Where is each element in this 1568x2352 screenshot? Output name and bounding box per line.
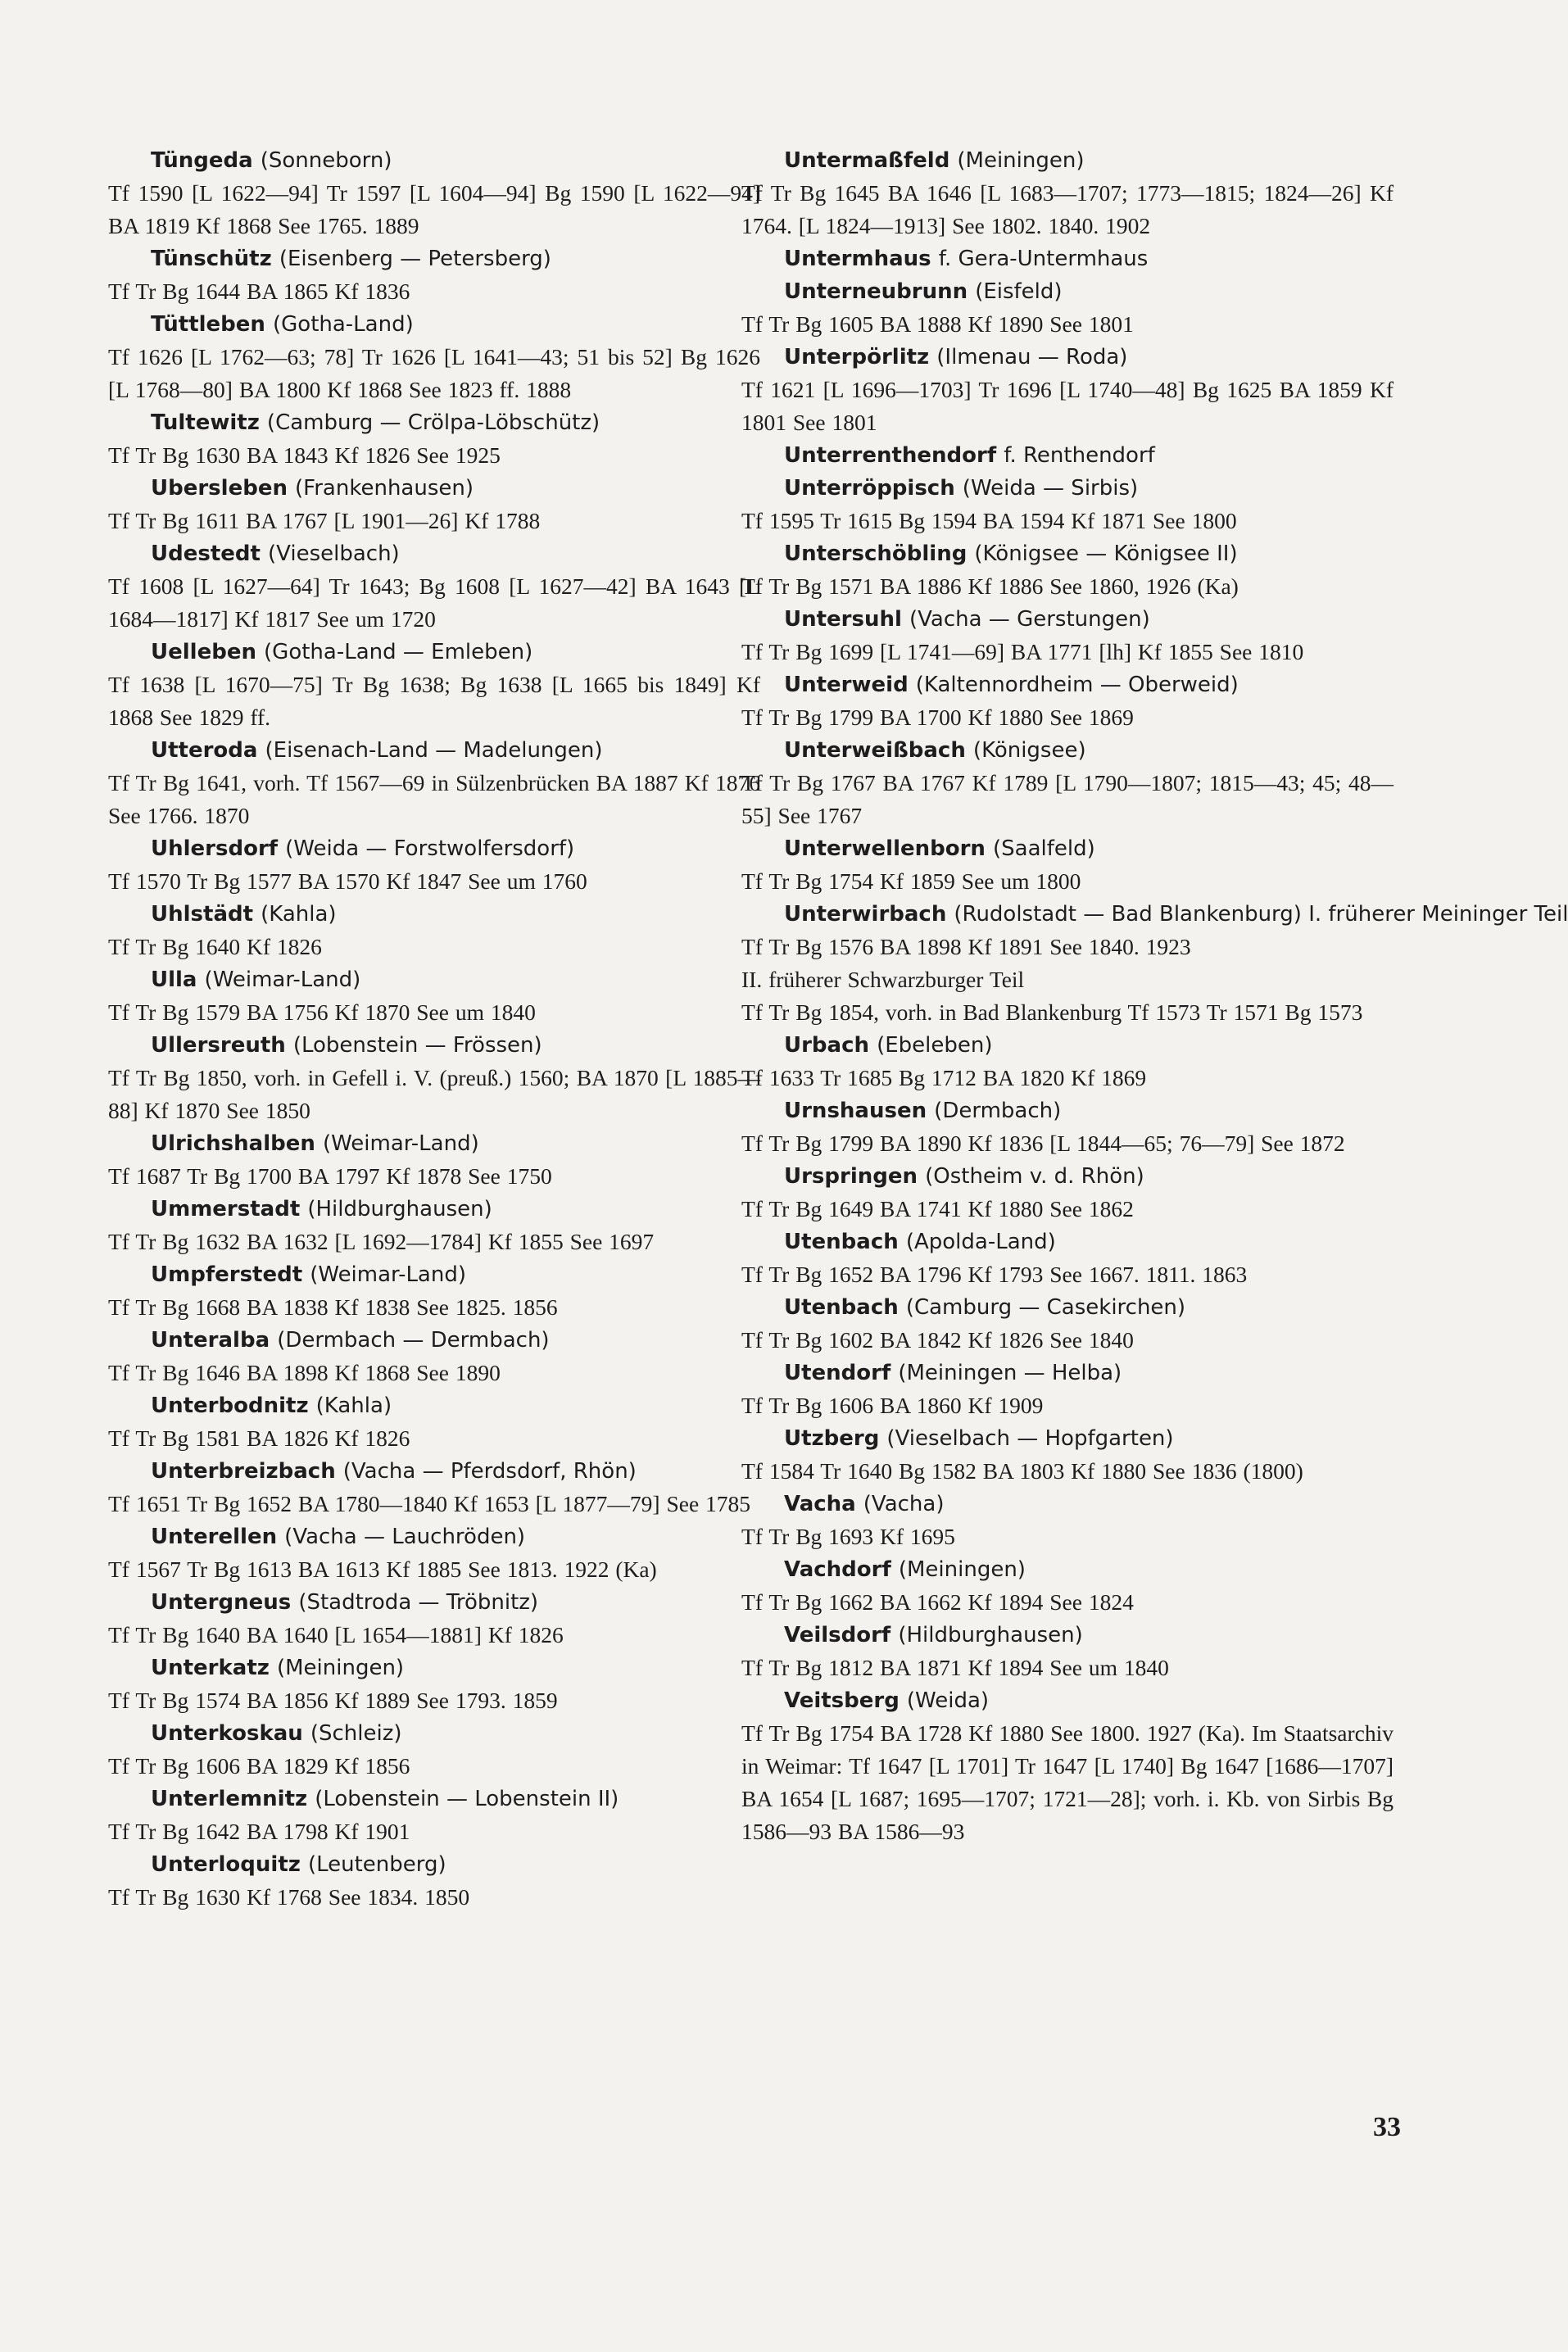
register-entry [108, 1783, 760, 1848]
register-entry [108, 1127, 760, 1193]
place-location: (Eisenach-Land — Madelungen) [265, 738, 603, 763]
place-name: Utendorf [784, 1361, 891, 1385]
entry-records: Tf 1570 Tr Bg 1577 BA 1570 Kf 1847 See um 1760 [108, 868, 587, 894]
place-name: Unterwirbach [784, 902, 947, 927]
entry-records: Tf Tr Bg 1640 BA 1640 [L 1654—1881] Kf 1826 [108, 1622, 564, 1647]
entry-records: Tf Tr Bg 1581 BA 1826 Kf 1826 [108, 1425, 410, 1451]
register-entry [108, 242, 760, 308]
page-number: 33 [1373, 2112, 1401, 2142]
entry-heading [108, 1029, 760, 1062]
place-name: Unterröppisch [784, 476, 955, 501]
entry-records: Tf Tr Bg 1645 BA 1646 [L 1683—1707; 1773—1815; 1824—26] Kf 1764. [L 1824—1913] See 1802. 1840. 1902 [741, 180, 1394, 238]
place-name: Unterpörlitz [784, 345, 930, 369]
place-location: (Stadtroda — Tröbnitz) [298, 1590, 539, 1615]
entry-records: Tf Tr Bg 1754 Kf 1859 See um 1800 [741, 868, 1081, 894]
register-entry [108, 1324, 760, 1389]
place-name: Ubersleben [151, 476, 288, 501]
entry-heading [741, 341, 1394, 374]
entry-heading [741, 1553, 1394, 1586]
entry-records: Tf Tr Bg 1642 BA 1798 Kf 1901 [108, 1819, 410, 1844]
place-location: (Hildburghausen) [898, 1623, 1083, 1647]
entry-heading [741, 242, 1394, 275]
entry-records: Tf 1651 Tr Bg 1652 BA 1780—1840 Kf 1653 [L 1877—79] See 1785 [108, 1491, 751, 1516]
entry-heading [108, 1193, 760, 1226]
place-location: (Hildburghausen) [307, 1197, 492, 1221]
entry-heading [741, 668, 1394, 701]
entry-heading [741, 1422, 1394, 1455]
place-name: Ummerstadt [151, 1197, 301, 1221]
place-name: Unterneubrunn [784, 279, 968, 304]
entry-records: Tf Tr Bg 1632 BA 1632 [L 1692—1784] Kf 1855 See 1697 [108, 1229, 655, 1254]
place-location: (Gotha-Land — Emleben) [264, 640, 533, 664]
register-entry [108, 1520, 760, 1586]
entry-records: Tf Tr Bg 1799 BA 1700 Kf 1880 See 1869 [741, 705, 1134, 730]
entry-records: Tf 1633 Tr 1685 Bg 1712 BA 1820 Kf 1869 [741, 1065, 1147, 1090]
place-location: (Weida) [906, 1688, 990, 1713]
place-location: (Camburg — Casekirchen) [905, 1295, 1186, 1320]
entry-heading [741, 898, 1568, 931]
place-location: (Lobenstein — Frössen) [292, 1033, 542, 1058]
entry-records: Tf Tr Bg 1812 BA 1871 Kf 1894 See um 1840 [741, 1655, 1169, 1680]
place-location: (Schleiz) [310, 1721, 402, 1746]
entry-records: Tf Tr Bg 1611 BA 1767 [L 1901—26] Kf 1788 [108, 508, 541, 533]
entry-records: Tf 1567 Tr Bg 1613 BA 1613 Kf 1885 See 1813. 1922 (Ka) [108, 1557, 657, 1582]
place-name: Utzberg [784, 1426, 880, 1451]
entry-heading [108, 1258, 760, 1291]
register-entry [108, 406, 760, 472]
place-location: (Dermbach) [934, 1099, 1062, 1123]
place-name: Uhlstädt [151, 902, 254, 927]
place-name: Unterrenthendorf [784, 443, 997, 468]
register-entry [108, 1455, 760, 1520]
place-location: (Kahla) [315, 1394, 392, 1418]
place-location: (Vacha) [863, 1492, 945, 1516]
entry-heading [108, 636, 760, 668]
place-name: Utenbach [784, 1230, 899, 1254]
place-name: Unterlemnitz [151, 1787, 308, 1811]
place-location: (Königsee) [972, 738, 1086, 763]
entry-heading [108, 898, 760, 931]
register-entry [741, 472, 1394, 537]
register-entry [741, 1226, 1394, 1291]
place-name: Udestedt [151, 542, 261, 566]
place-name: Unteralba [151, 1328, 270, 1353]
register-entry [108, 1848, 760, 1914]
register-entry [741, 242, 1394, 275]
register-entry [741, 341, 1394, 439]
entry-heading [741, 1619, 1394, 1652]
entry-heading [741, 603, 1394, 636]
register-entry [741, 832, 1394, 898]
entry-heading [108, 537, 760, 570]
entry-records: Tf Tr Bg 1606 BA 1829 Kf 1856 [108, 1753, 410, 1779]
place-location: (Vieselbach) [268, 542, 400, 566]
place-location: (Ostheim v. d. Rhön) [925, 1164, 1144, 1189]
entry-heading [108, 1717, 760, 1750]
entry-records: Tf 1584 Tr 1640 Bg 1582 BA 1803 Kf 1880 See 1836 (1800) [741, 1458, 1303, 1484]
place-location: (Vacha — Lauchröden) [284, 1525, 526, 1549]
place-location: (Rudolstadt — Bad Blankenburg) I. früherer Meininger Teil [954, 902, 1568, 927]
place-name: Unterkoskau [151, 1721, 303, 1746]
entry-heading [108, 406, 760, 439]
place-location: f. Gera-Untermhaus [938, 247, 1149, 271]
place-location: (Vieselbach — Hopfgarten) [886, 1426, 1174, 1451]
register-entry [108, 472, 760, 537]
entry-heading [741, 537, 1394, 570]
register-entry [108, 1258, 760, 1324]
place-name: Ulrichshalben [151, 1131, 315, 1156]
place-location: (Eisfeld) [975, 279, 1063, 304]
register-entry [741, 144, 1394, 242]
place-name: Veilsdorf [784, 1623, 891, 1647]
entry-records: Tf Tr Bg 1630 BA 1843 Kf 1826 See 1925 [108, 442, 501, 468]
place-name: Veitsberg [784, 1688, 900, 1713]
place-name: Vachdorf [784, 1557, 891, 1582]
place-name: Uhlersdorf [151, 836, 279, 861]
register-entry [741, 1619, 1394, 1684]
place-name: Unterweißbach [784, 738, 966, 763]
entry-records: Tf Tr Bg 1754 BA 1728 Kf 1880 See 1800. 1927 (Ka). Im Staatsarchiv in Weimar: Tf 1647 [L 1701] Tr 1647 [L 1740] Bg 1647 [1686—1707] BA 1654 [L 1687; 1695—1707; 1721—28]; vorh. i. Kb. von Sirbis Bg 1586—93 BA 1586—93 [741, 1720, 1394, 1844]
place-name: Utenbach [784, 1295, 899, 1320]
entry-heading [741, 1357, 1394, 1389]
entry-records: Tf Tr Bg 1644 BA 1865 Kf 1836 [108, 279, 410, 304]
place-name: Untersuhl [784, 607, 902, 632]
place-name: Unterweid [784, 673, 909, 697]
place-name: Urspringen [784, 1164, 918, 1189]
place-location: (Königsee — Königsee II) [974, 542, 1238, 566]
place-name: Tüngeda [151, 148, 253, 173]
entry-records: Tf 1638 [L 1670—75] Tr Bg 1638; Bg 1638 [L 1665 bis 1849] Kf 1868 See 1829 ff. [108, 672, 760, 730]
register-entry [741, 1160, 1394, 1226]
entry-heading [108, 1586, 760, 1619]
entry-heading [108, 1389, 760, 1422]
place-location: (Weida — Sirbis) [962, 476, 1139, 501]
entry-records: Tf Tr Bg 1854, vorh. in Bad Blankenburg Tf 1573 Tr 1571 Bg 1573 [741, 999, 1363, 1025]
place-name: Tüttleben [151, 312, 265, 337]
entry-records: Tf Tr Bg 1641, vorh. Tf 1567—69 in Sülzenbrücken BA 1887 Kf 1876 See 1766. 1870 [108, 770, 760, 828]
register-entry [108, 832, 760, 898]
entry-heading [108, 734, 760, 767]
place-name: Untermhaus [784, 247, 931, 271]
place-location: (Weimar-Land) [204, 968, 361, 992]
entry-records: II. früherer Schwarzburger Teil [741, 967, 1025, 992]
place-name: Ulla [151, 968, 197, 992]
entry-heading [741, 1291, 1394, 1324]
register-entry [108, 734, 760, 832]
entry-heading [108, 1783, 760, 1815]
register-entry [741, 734, 1394, 832]
place-location: (Meiningen) [276, 1656, 405, 1680]
entry-heading [108, 1324, 760, 1357]
register-entry [108, 1193, 760, 1258]
entry-records: Tf Tr Bg 1576 BA 1898 Kf 1891 See 1840. 1923 [741, 934, 1191, 959]
register-entry [108, 1029, 760, 1127]
register-entry [108, 636, 760, 734]
entry-heading [741, 1029, 1394, 1062]
place-location: (Leutenberg) [307, 1852, 446, 1877]
place-location: (Frankenhausen) [295, 476, 474, 501]
place-name: Uelleben [151, 640, 256, 664]
place-location: (Gotha-Land) [273, 312, 414, 337]
place-name: Urbach [784, 1033, 870, 1058]
entry-records: Tf Tr Bg 1605 BA 1888 Kf 1890 See 1801 [741, 311, 1134, 337]
entry-heading [108, 144, 760, 177]
place-location: (Meiningen) [898, 1557, 1026, 1582]
place-location: (Vacha — Gerstungen) [909, 607, 1150, 632]
entry-records: Tf Tr Bg 1571 BA 1886 Kf 1886 See 1860, 1926 (Ka) [741, 573, 1239, 599]
entry-heading [741, 275, 1394, 308]
place-location: (Weida — Forstwolfersdorf) [285, 836, 575, 861]
entry-records: Tf 1626 [L 1762—63; 78] Tr 1626 [L 1641—43; 51 bis 52] Bg 1626 [L 1768—80] BA 1800 Kf 1868 See 1823 ff. 1888 [108, 344, 760, 402]
register-entry [741, 1291, 1394, 1357]
register-entry [108, 963, 760, 1029]
register-entry [741, 1488, 1394, 1553]
place-name: Unterkatz [151, 1656, 270, 1680]
entry-heading [108, 308, 760, 341]
entry-heading [108, 1652, 760, 1684]
place-name: Unterbreizbach [151, 1459, 336, 1484]
place-name: Tultewitz [151, 410, 260, 435]
place-location: (Weimar-Land) [322, 1131, 479, 1156]
register-entry [108, 537, 760, 636]
entry-records: Tf Tr Bg 1699 [L 1741—69] BA 1771 [lh] Kf 1855 See 1810 [741, 639, 1304, 664]
place-name: Unterwellenborn [784, 836, 986, 861]
register-entry [741, 537, 1394, 603]
place-name: Utteroda [151, 738, 258, 763]
register-entry [741, 603, 1394, 668]
register-entry [741, 898, 1568, 1029]
entry-records: Tf Tr Bg 1574 BA 1856 Kf 1889 See 1793. 1859 [108, 1688, 558, 1713]
register-entry [741, 1357, 1394, 1422]
place-location: (Vacha — Pferdsdorf, Rhön) [342, 1459, 637, 1484]
register-entry [108, 898, 760, 963]
register-entry [741, 1553, 1394, 1619]
entry-records: Tf 1687 Tr Bg 1700 BA 1797 Kf 1878 See 1750 [108, 1163, 552, 1189]
entry-records: Tf Tr Bg 1579 BA 1756 Kf 1870 See um 1840 [108, 999, 536, 1025]
entry-heading [108, 1455, 760, 1488]
entry-heading [108, 472, 760, 505]
entry-heading [741, 832, 1394, 865]
entry-heading [108, 963, 760, 996]
entry-heading [741, 144, 1394, 177]
entry-heading [741, 1226, 1394, 1258]
place-location: (Meiningen — Helba) [898, 1361, 1122, 1385]
place-location: (Ebeleben) [877, 1033, 993, 1058]
register-entry [108, 1717, 760, 1783]
place-name: Ullersreuth [151, 1033, 286, 1058]
register-entry [741, 1422, 1394, 1488]
entry-heading [741, 734, 1394, 767]
register-entry [108, 308, 760, 406]
entry-records: Tf Tr Bg 1640 Kf 1826 [108, 934, 322, 959]
entry-records: Tf 1590 [L 1622—94] Tr 1597 [L 1604—94] Bg 1590 [L 1622—94] BA 1819 Kf 1868 See 1765. 1889 [108, 180, 760, 238]
entry-records: Tf 1608 [L 1627—64] Tr 1643; Bg 1608 [L 1627—42] BA 1643 [L 1684—1817] Kf 1817 See um 1720 [108, 573, 760, 632]
register-entry [108, 1389, 760, 1455]
register-entry [741, 1029, 1394, 1094]
entry-records: Tf Tr Bg 1799 BA 1890 Kf 1836 [L 1844—65; 76—79] See 1872 [741, 1131, 1345, 1156]
place-name: Unterschöbling [784, 542, 968, 566]
entry-heading [741, 472, 1394, 505]
entry-heading [741, 439, 1394, 472]
place-location: (Dermbach — Dermbach) [277, 1328, 550, 1353]
place-name: Vacha [784, 1492, 856, 1516]
entry-records: Tf Tr Bg 1602 BA 1842 Kf 1826 See 1840 [741, 1327, 1134, 1353]
entry-heading [108, 242, 760, 275]
place-name: Unterellen [151, 1525, 278, 1549]
register-entry [741, 1684, 1394, 1848]
place-location: (Apolda-Land) [905, 1230, 1056, 1254]
place-name: Untergneus [151, 1590, 292, 1615]
entry-records: Tf Tr Bg 1662 BA 1662 Kf 1894 See 1824 [741, 1589, 1134, 1615]
place-name: Unterloquitz [151, 1852, 301, 1877]
entry-records: Tf Tr Bg 1649 BA 1741 Kf 1880 See 1862 [741, 1196, 1134, 1221]
place-name: Umpferstedt [151, 1262, 303, 1287]
entry-records: Tf Tr Bg 1850, vorh. in Gefell i. V. (preuß.) 1560; BA 1870 [L 1885—88] Kf 1870 See 1850 [108, 1065, 760, 1123]
entry-records: Tf Tr Bg 1646 BA 1898 Kf 1868 See 1890 [108, 1360, 501, 1385]
entry-records: Tf 1621 [L 1696—1703] Tr 1696 [L 1740—48] Bg 1625 BA 1859 Kf 1801 See 1801 [741, 377, 1394, 435]
entry-records: Tf Tr Bg 1693 Kf 1695 [741, 1524, 955, 1549]
register-entry [108, 1652, 760, 1717]
register-entry [741, 1094, 1394, 1160]
entry-records: Tf 1595 Tr 1615 Bg 1594 BA 1594 Kf 1871 See 1800 [741, 508, 1237, 533]
entry-heading [108, 832, 760, 865]
place-name: Tünschütz [151, 247, 272, 271]
register-entry [741, 275, 1394, 341]
place-location: (Lobenstein — Lobenstein II) [315, 1787, 619, 1811]
register-entry [741, 439, 1394, 472]
place-name: Unterbodnitz [151, 1394, 309, 1418]
entry-heading [108, 1127, 760, 1160]
entry-records: Tf Tr Bg 1630 Kf 1768 See 1834. 1850 [108, 1884, 470, 1910]
place-location: (Kaltennordheim — Oberweid) [915, 673, 1239, 697]
entry-heading [741, 1094, 1394, 1127]
entry-heading [741, 1684, 1394, 1717]
place-location: (Ilmenau — Roda) [936, 345, 1128, 369]
place-location: (Kahla) [261, 902, 337, 927]
register-entry [108, 144, 760, 242]
place-location: f. Renthendorf [1004, 443, 1155, 468]
entry-records: Tf Tr Bg 1767 BA 1767 Kf 1789 [L 1790—1807; 1815—43; 45; 48—55] See 1767 [741, 770, 1394, 828]
entry-heading [741, 1488, 1394, 1520]
right-column [741, 144, 1568, 1848]
entry-records: Tf Tr Bg 1668 BA 1838 Kf 1838 See 1825. 1856 [108, 1294, 558, 1320]
place-location: (Weimar-Land) [310, 1262, 466, 1287]
place-location: (Eisenberg — Petersberg) [279, 247, 551, 271]
entry-records: Tf Tr Bg 1652 BA 1796 Kf 1793 See 1667. 1811. 1863 [741, 1262, 1248, 1287]
entry-heading [108, 1848, 760, 1881]
entry-heading [741, 1160, 1394, 1193]
place-location: (Camburg — Crölpa-Löbschütz) [266, 410, 600, 435]
register-entry [741, 668, 1394, 734]
place-name: Untermaßfeld [784, 148, 950, 173]
place-location: (Sonneborn) [260, 148, 392, 173]
place-name: Urnshausen [784, 1099, 927, 1123]
entry-heading [108, 1520, 760, 1553]
left-column [108, 144, 760, 1914]
place-location: (Meiningen) [957, 148, 1085, 173]
entry-records: Tf Tr Bg 1606 BA 1860 Kf 1909 [741, 1393, 1044, 1418]
place-location: (Saalfeld) [993, 836, 1095, 861]
register-entry [108, 1586, 760, 1652]
